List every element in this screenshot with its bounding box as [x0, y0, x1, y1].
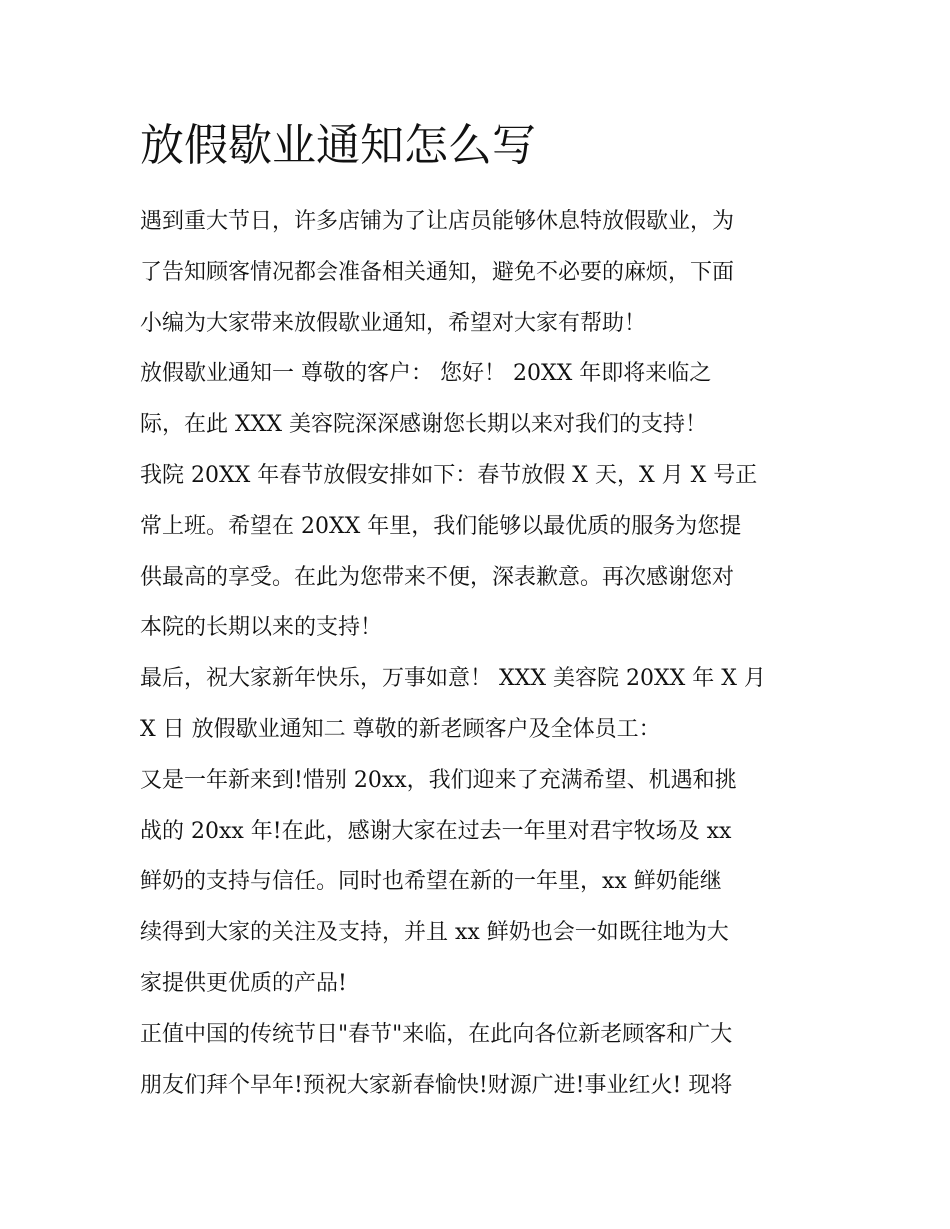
body-line: 鲜奶的支持与信任。同时也希望在新的一年里，xx 鲜奶能继 — [140, 869, 722, 895]
body-line: 最后，祝大家新年快乐，万事如意！ XXX 美容院 20XX 年 X 月 — [140, 666, 766, 692]
body-line: 朋友们拜个早年!预祝大家新春愉快!财源广进!事业红火! 现将 — [140, 1072, 733, 1098]
document-body — [140, 197, 820, 1111]
body-line: 遇到重大节日，许多店铺为了让店员能够休息特放假歇业，为 — [140, 209, 735, 234]
body-line: 小编为大家带来放假歇业通知，希望对大家有帮助！ — [140, 310, 647, 336]
body-line: 际，在此 XXX 美容院深深感谢您长期以来对我们的支持！ — [140, 412, 707, 438]
body-line: 放假歇业通知一 尊敬的客户： 您好！ 20XX 年即将来临之 — [140, 361, 712, 387]
body-line: 常上班。希望在 20XX 年里，我们能够以最优质的服务为您提 — [140, 513, 742, 539]
body-line: X 日 放假歇业通知二 尊敬的新老顾客户及全体员工： — [140, 716, 661, 742]
body-line: 续得到大家的关注及支持，并且 xx 鲜奶也会一如既往地为大 — [140, 920, 729, 946]
body-line: 又是一年新来到!惜别 20xx，我们迎来了充满希望、机遇和挑 — [140, 767, 737, 793]
body-line: 正值中国的传统节日"春节"来临，在此向各位新老顾客和广大 — [140, 1021, 733, 1047]
body-line: 了告知顾客情况都会准备相关通知，避免不必要的麻烦，下面 — [140, 259, 735, 285]
body-line: 我院 20XX 年春节放假安排如下：春节放假 X 天，X 月 X 号正 — [140, 462, 758, 488]
body-line: 供最高的享受。在此为您带来不便，深表歉意。再次感谢您对 — [140, 564, 735, 590]
document-title: 放假歇业通知怎么写 — [140, 120, 536, 171]
body-line: 本院的长期以来的支持！ — [140, 615, 383, 641]
body-line: 家提供更优质的产品! — [140, 970, 347, 996]
body-line: 战的 20xx 年!在此，感谢大家在过去一年里对君宇牧场及 xx — [140, 818, 732, 844]
